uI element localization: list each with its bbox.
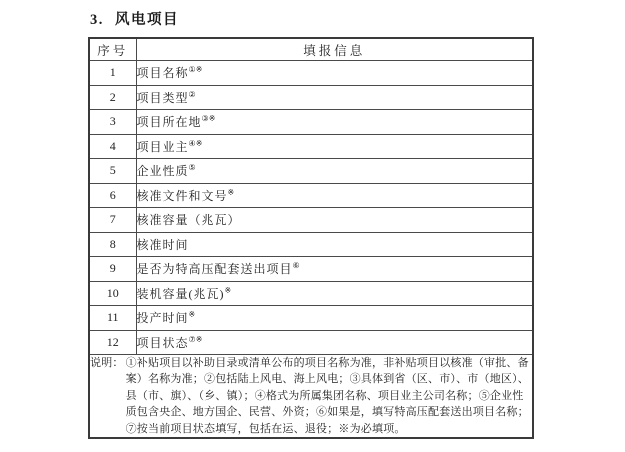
table-row — [89, 208, 533, 233]
row-number: 1 — [89, 61, 136, 86]
note-label: 说明： — [90, 357, 124, 369]
row-superscript: ③※ — [201, 114, 216, 124]
table-row — [89, 134, 533, 159]
row-label: 装机容量(兆瓦) — [136, 286, 225, 301]
row-number: 10 — [89, 281, 136, 306]
table-row — [89, 110, 533, 135]
row-number: 3 — [89, 110, 136, 135]
row-superscript: ⑤ — [188, 163, 196, 173]
row-label: 是否为特高压配套送出项目 — [136, 262, 293, 277]
row-label: 项目类型 — [136, 90, 189, 105]
row-number: 11 — [89, 306, 136, 331]
row-number: 6 — [89, 183, 136, 208]
row-label: 项目名称 — [136, 66, 189, 81]
row-label: 投产时间 — [136, 311, 189, 326]
row-label: 项目状态 — [136, 335, 189, 350]
row-number: 4 — [89, 134, 136, 159]
table-row — [89, 330, 533, 355]
table-row — [89, 281, 533, 306]
table-row — [89, 232, 533, 257]
row-superscript: ※ — [224, 285, 232, 295]
row-label: 企业性质 — [136, 164, 189, 179]
row-label: 核准时间 — [136, 237, 189, 252]
header-fill-info: 填报信息 — [136, 38, 533, 61]
note-line: ①补贴项目以补助目录或清单公布的项目名称为准，非补贴项目以核准（审批、备 — [125, 357, 529, 369]
row-number: 7 — [89, 208, 136, 233]
note-line: 案）名称为准；②包括陆上风电、海上风电；③具体到省（区、市）、市（地区）、 — [125, 373, 530, 386]
row-superscript: ※ — [188, 310, 196, 320]
notes-block — [90, 355, 532, 437]
row-number: 9 — [89, 257, 136, 282]
table-row — [89, 257, 533, 282]
row-superscript: ①※ — [188, 65, 203, 75]
row-label: 核准容量（兆瓦） — [136, 213, 241, 228]
table-row — [89, 159, 533, 184]
row-number: 8 — [89, 232, 136, 257]
row-superscript: ② — [188, 89, 196, 99]
note-line: ⑦按当前项目状态填写，包括在运、退役；※为必填项。 — [125, 422, 406, 435]
row-superscript: ⑦※ — [188, 334, 203, 344]
table-row — [89, 183, 533, 208]
row-superscript: ④※ — [188, 138, 203, 148]
note-text — [126, 355, 532, 437]
table-row — [89, 85, 533, 110]
wind-project-fill-table — [88, 37, 534, 439]
table-row — [89, 61, 533, 86]
row-superscript: ※ — [227, 187, 235, 197]
row-superscript: ⑥ — [292, 261, 300, 271]
note-line: 质包含央企、地方国企、民营、外资；⑥如果是，填写特高压配套送出项目名称； — [125, 406, 529, 419]
table-header-row — [89, 38, 533, 61]
row-label: 项目所在地 — [136, 115, 202, 130]
row-number: 5 — [89, 159, 136, 184]
section-title: 3. 风电项目 — [90, 12, 179, 28]
row-label: 项目业主 — [136, 139, 189, 154]
table-row — [89, 306, 533, 331]
row-number: 2 — [89, 85, 136, 110]
row-number: 12 — [89, 330, 136, 355]
row-label: 核准文件和文号 — [136, 188, 228, 203]
table-note-row — [89, 355, 533, 439]
note-line: 县（市、旗）、（乡、镇）；④格式为所属集团名称、项目业主公司名称；⑤企业性 — [125, 389, 524, 402]
header-serial-number: 序号 — [89, 38, 136, 61]
